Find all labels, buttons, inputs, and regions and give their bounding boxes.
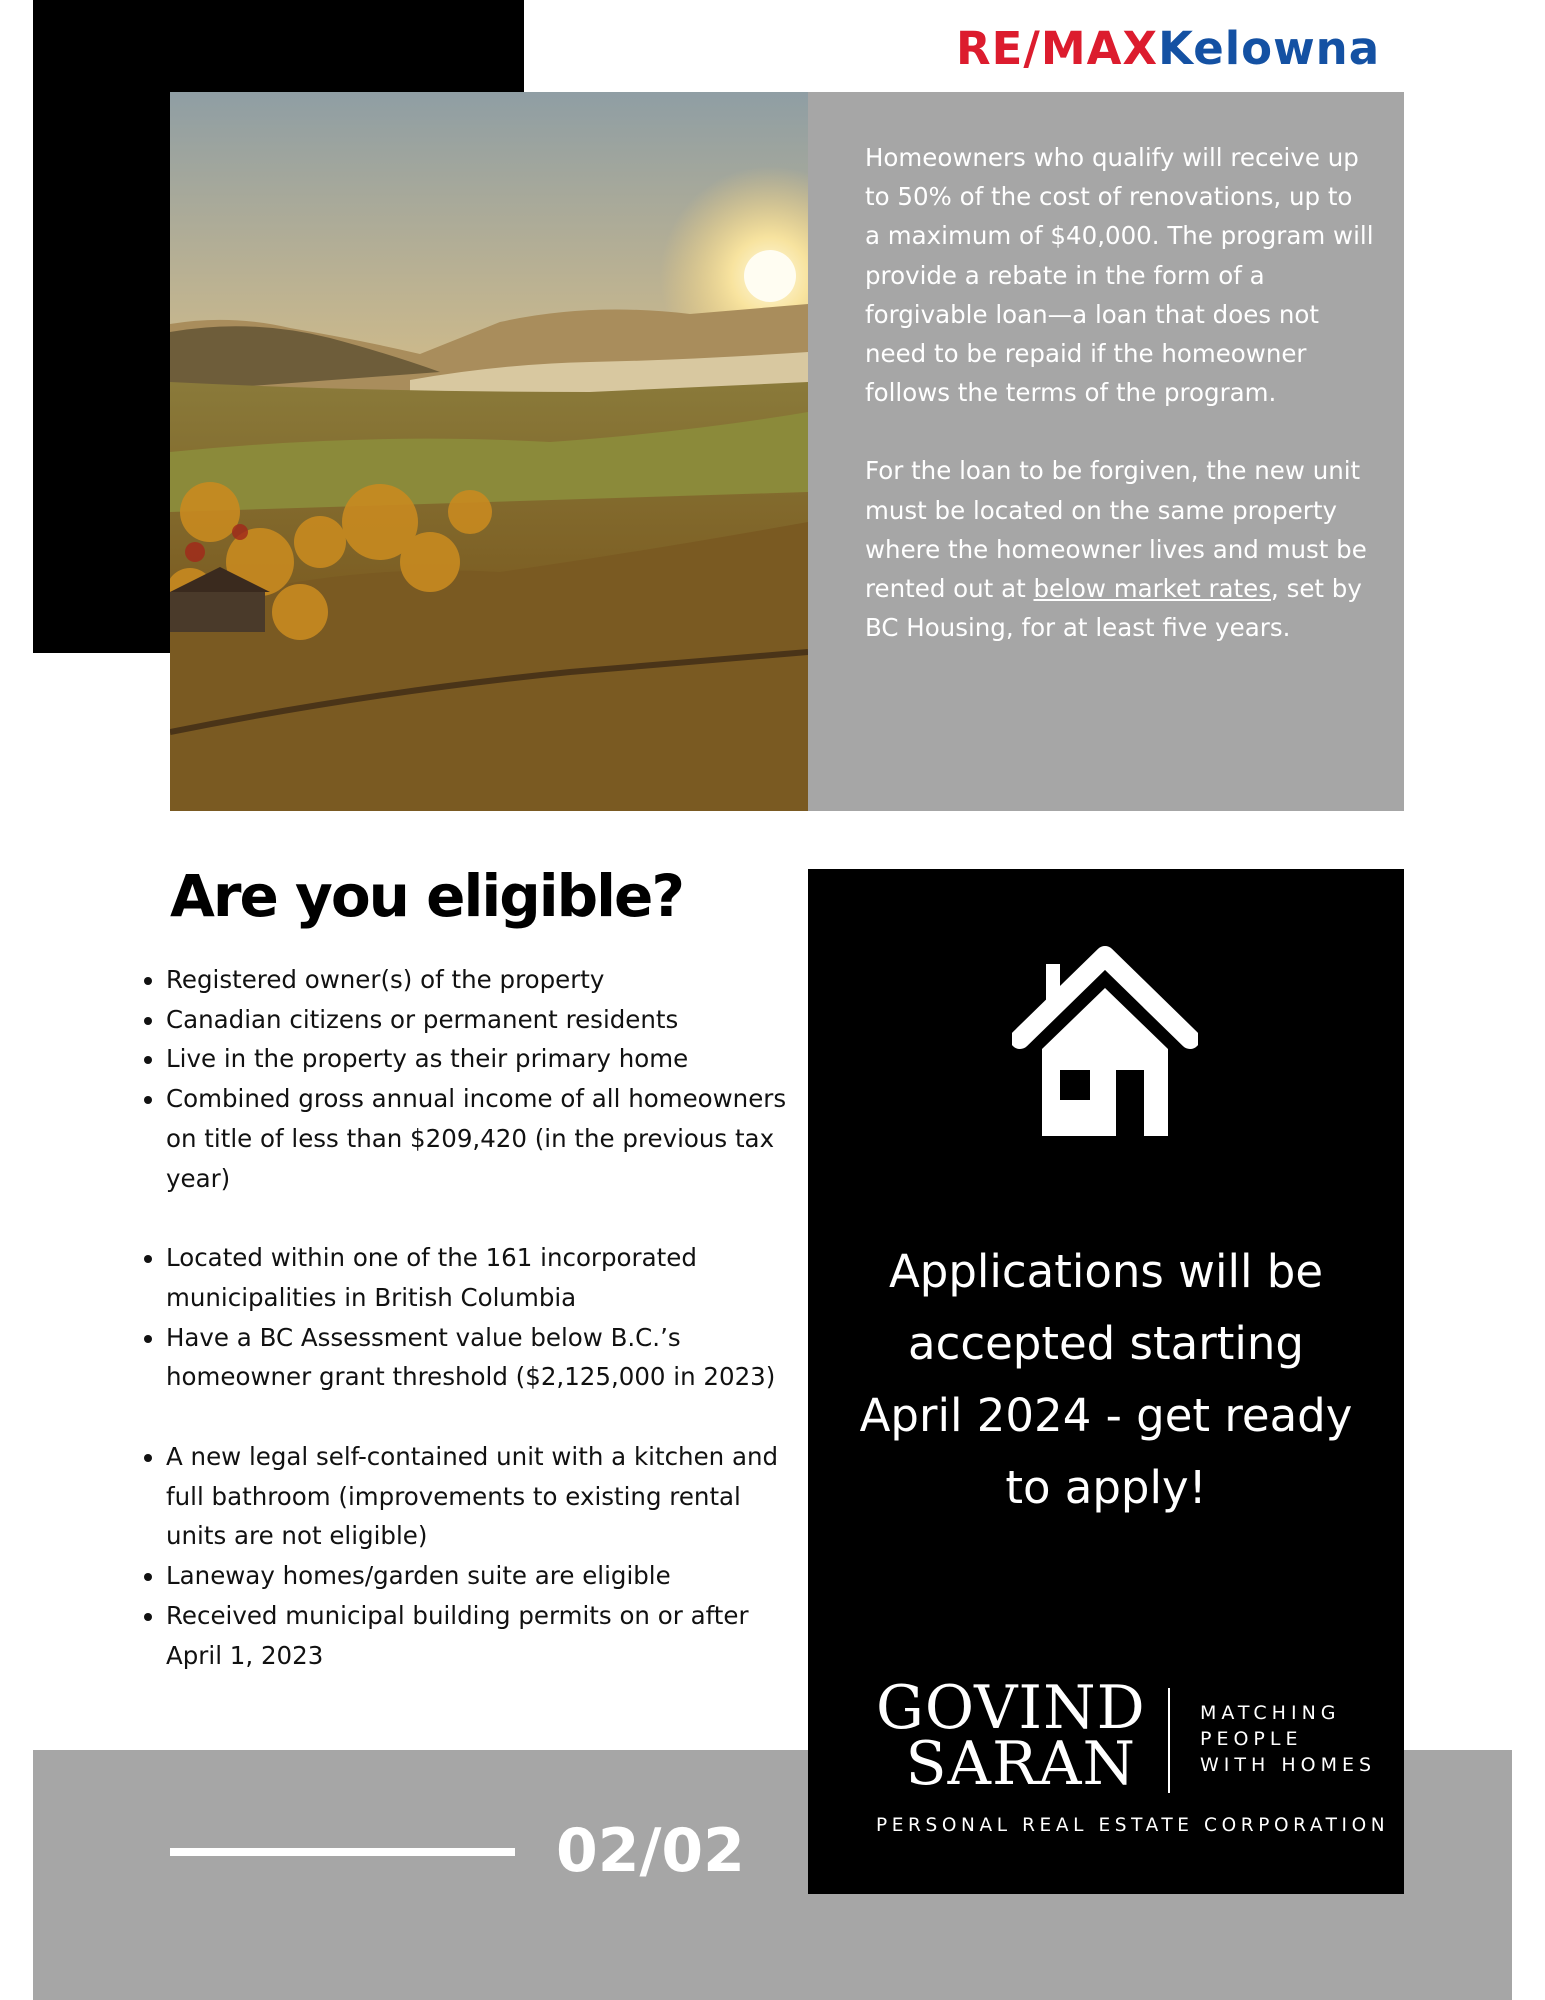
eligibility-group-3: [130, 1437, 790, 1675]
list-item: • A new legal self-contained unit with a kitchen and full bathroom (improvements to existing rental units are not eligible): [166, 1437, 790, 1556]
list-item: • Have a BC Assessment value below B.C.’s homeowner grant threshold ($2,125,000 in 2023): [166, 1318, 790, 1397]
info-paragraph-2-end: , set by BC Housing, for at least five years.: [865, 574, 1362, 643]
eligibility-list: [130, 960, 790, 1675]
eligibility-group-2: [130, 1238, 790, 1397]
brand-corporation: PERSONAL REAL ESTATE CORPORATION: [876, 1815, 1390, 1836]
info-paragraph-2-start: For the loan to be forgiven, the new unit must be located on the same property where the homeowner lives and must be rented out at: [865, 456, 1367, 604]
info-paragraph-2: [865, 451, 1375, 647]
eligibility-group-1: [130, 960, 790, 1198]
brand-tagline-line-2: PEOPLE: [1200, 1728, 1303, 1750]
info-text: [865, 138, 1375, 686]
brand-divider: [1168, 1688, 1170, 1793]
landscape-photo: [170, 92, 808, 811]
remax-kelowna-logo: [956, 22, 1380, 75]
logo-kelowna: Kelowna: [1158, 22, 1381, 75]
list-item: • Received municipal building permits on or after April 1, 2023: [166, 1596, 790, 1675]
list-item: • Canadian citizens or permanent residents: [166, 1000, 790, 1040]
footer-line: [170, 1848, 515, 1856]
list-item: • Live in the property as their primary home: [166, 1039, 790, 1079]
brand-tagline: [1200, 1700, 1376, 1778]
list-item: • Registered owner(s) of the property: [166, 960, 790, 1000]
page-number: 02/02: [556, 1816, 745, 1886]
logo-remax: RE/MAX: [956, 22, 1159, 75]
brand-tagline-line-1: MATCHING: [1200, 1702, 1341, 1724]
house-icon: [1012, 944, 1198, 1145]
brand-name-line-1: GOVIND: [876, 1673, 1146, 1743]
application-callout-text: Applications will be accepted starting April 2024 - get ready to apply!: [859, 1245, 1353, 1514]
list-item: • Combined gross annual income of all homeowners on title of less than $209,420 (in the previous tax year): [166, 1079, 790, 1198]
list-item: • Located within one of the 161 incorporated municipalities in British Columbia: [166, 1238, 790, 1317]
brand-tagline-line-3: WITH HOMES: [1200, 1754, 1377, 1776]
govind-saran-brand-name: [876, 1673, 1146, 1799]
below-market-rates-link[interactable]: below market rates: [1033, 574, 1271, 604]
list-item: • Laneway homes/garden suite are eligible: [166, 1556, 790, 1596]
info-paragraph-1: Homeowners who qualify will receive up to 50% of the cost of renovations, up to a maximum of $40,000. The program will provide a rebate in the form of a forgivable loan—a loan that does not need to be repaid if the homeowner follows the terms of the program.: [865, 143, 1374, 408]
brand-name-line-2: SARAN: [905, 1729, 1136, 1799]
eligibility-heading: Are you eligible?: [170, 862, 684, 930]
